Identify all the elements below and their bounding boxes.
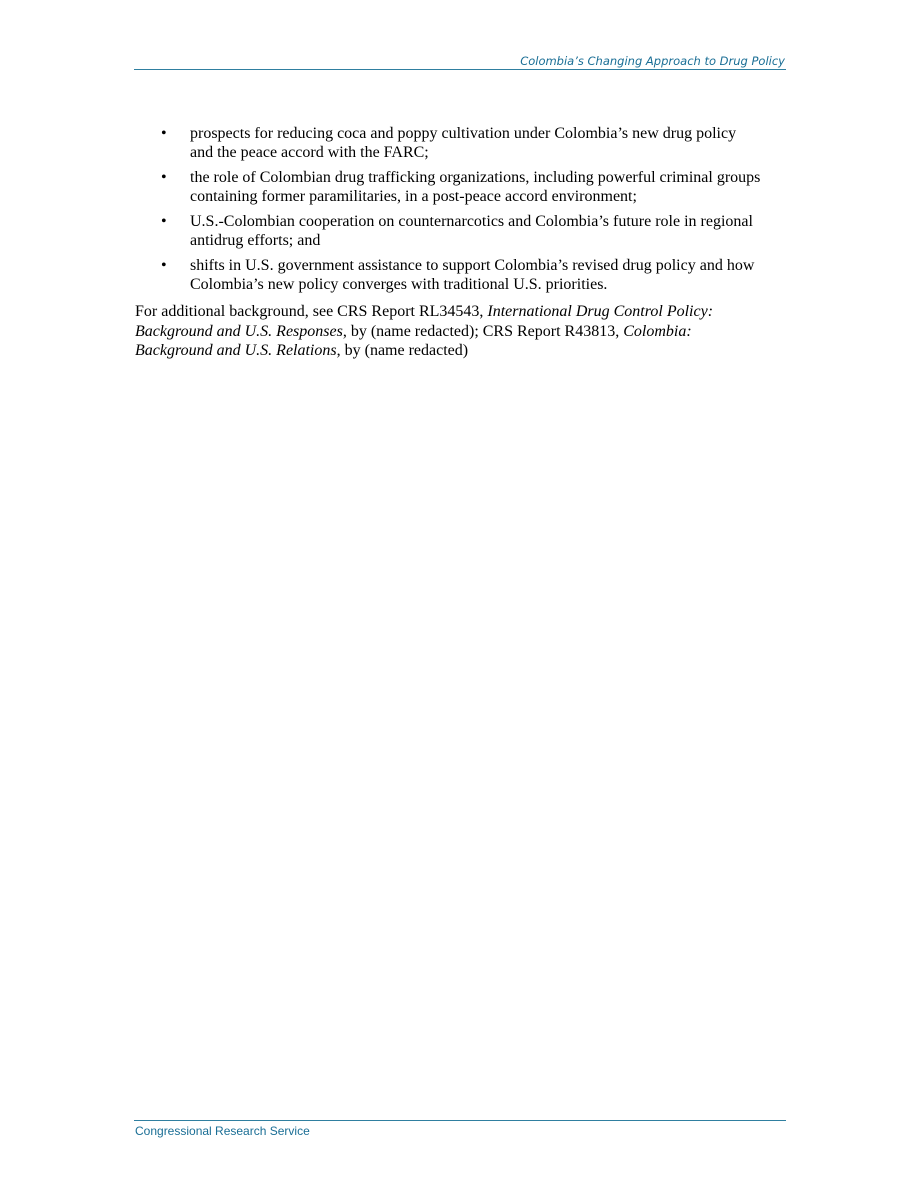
running-header <box>134 54 786 70</box>
bullet-item <box>161 124 761 162</box>
paragraph-text: , by (name redacted); CRS Report R43813, <box>342 322 624 340</box>
bullet-icon: • <box>161 169 167 186</box>
bullet-item <box>161 256 761 294</box>
report-title-link: Colombia: Background and U.S. Relations <box>135 322 692 359</box>
bullet-item <box>161 168 761 206</box>
paragraph-text: , by (name redacted) <box>336 342 469 359</box>
running-footer <box>134 1120 786 1138</box>
footer-text: Congressional Research Service <box>135 1124 310 1138</box>
bullet-icon: • <box>161 257 167 274</box>
bullet-list <box>161 124 761 300</box>
bullet-text: shifts in U.S. government assistance to support Colombia’s revised drug policy and how Colombia’s new policy converges with traditional U.S. priorities. <box>190 257 755 293</box>
bullet-text: prospects for reducing coca and poppy cultivation under Colombia’s new drug policy and the peace accord with the FARC; <box>190 125 737 161</box>
bullet-item <box>161 212 761 250</box>
bullet-text: U.S.-Colombian cooperation on counternarcotics and Colombia’s future role in regional antidrug efforts; and <box>190 213 753 249</box>
running-header-title: Colombia’s Changing Approach to Drug Policy <box>520 54 785 68</box>
report-title-link: International Drug Control Policy: Background and U.S. Responses <box>135 303 714 340</box>
bullet-icon: • <box>161 213 167 230</box>
background-paragraph <box>135 302 755 361</box>
bullet-icon: • <box>161 125 167 142</box>
paragraph-text: For additional background, see CRS Report RL34543, <box>135 303 488 320</box>
bullet-text: the role of Colombian drug trafficking organizations, including powerful criminal groups containing former paramilitaries, in a post-peace accord environment; <box>190 169 761 205</box>
